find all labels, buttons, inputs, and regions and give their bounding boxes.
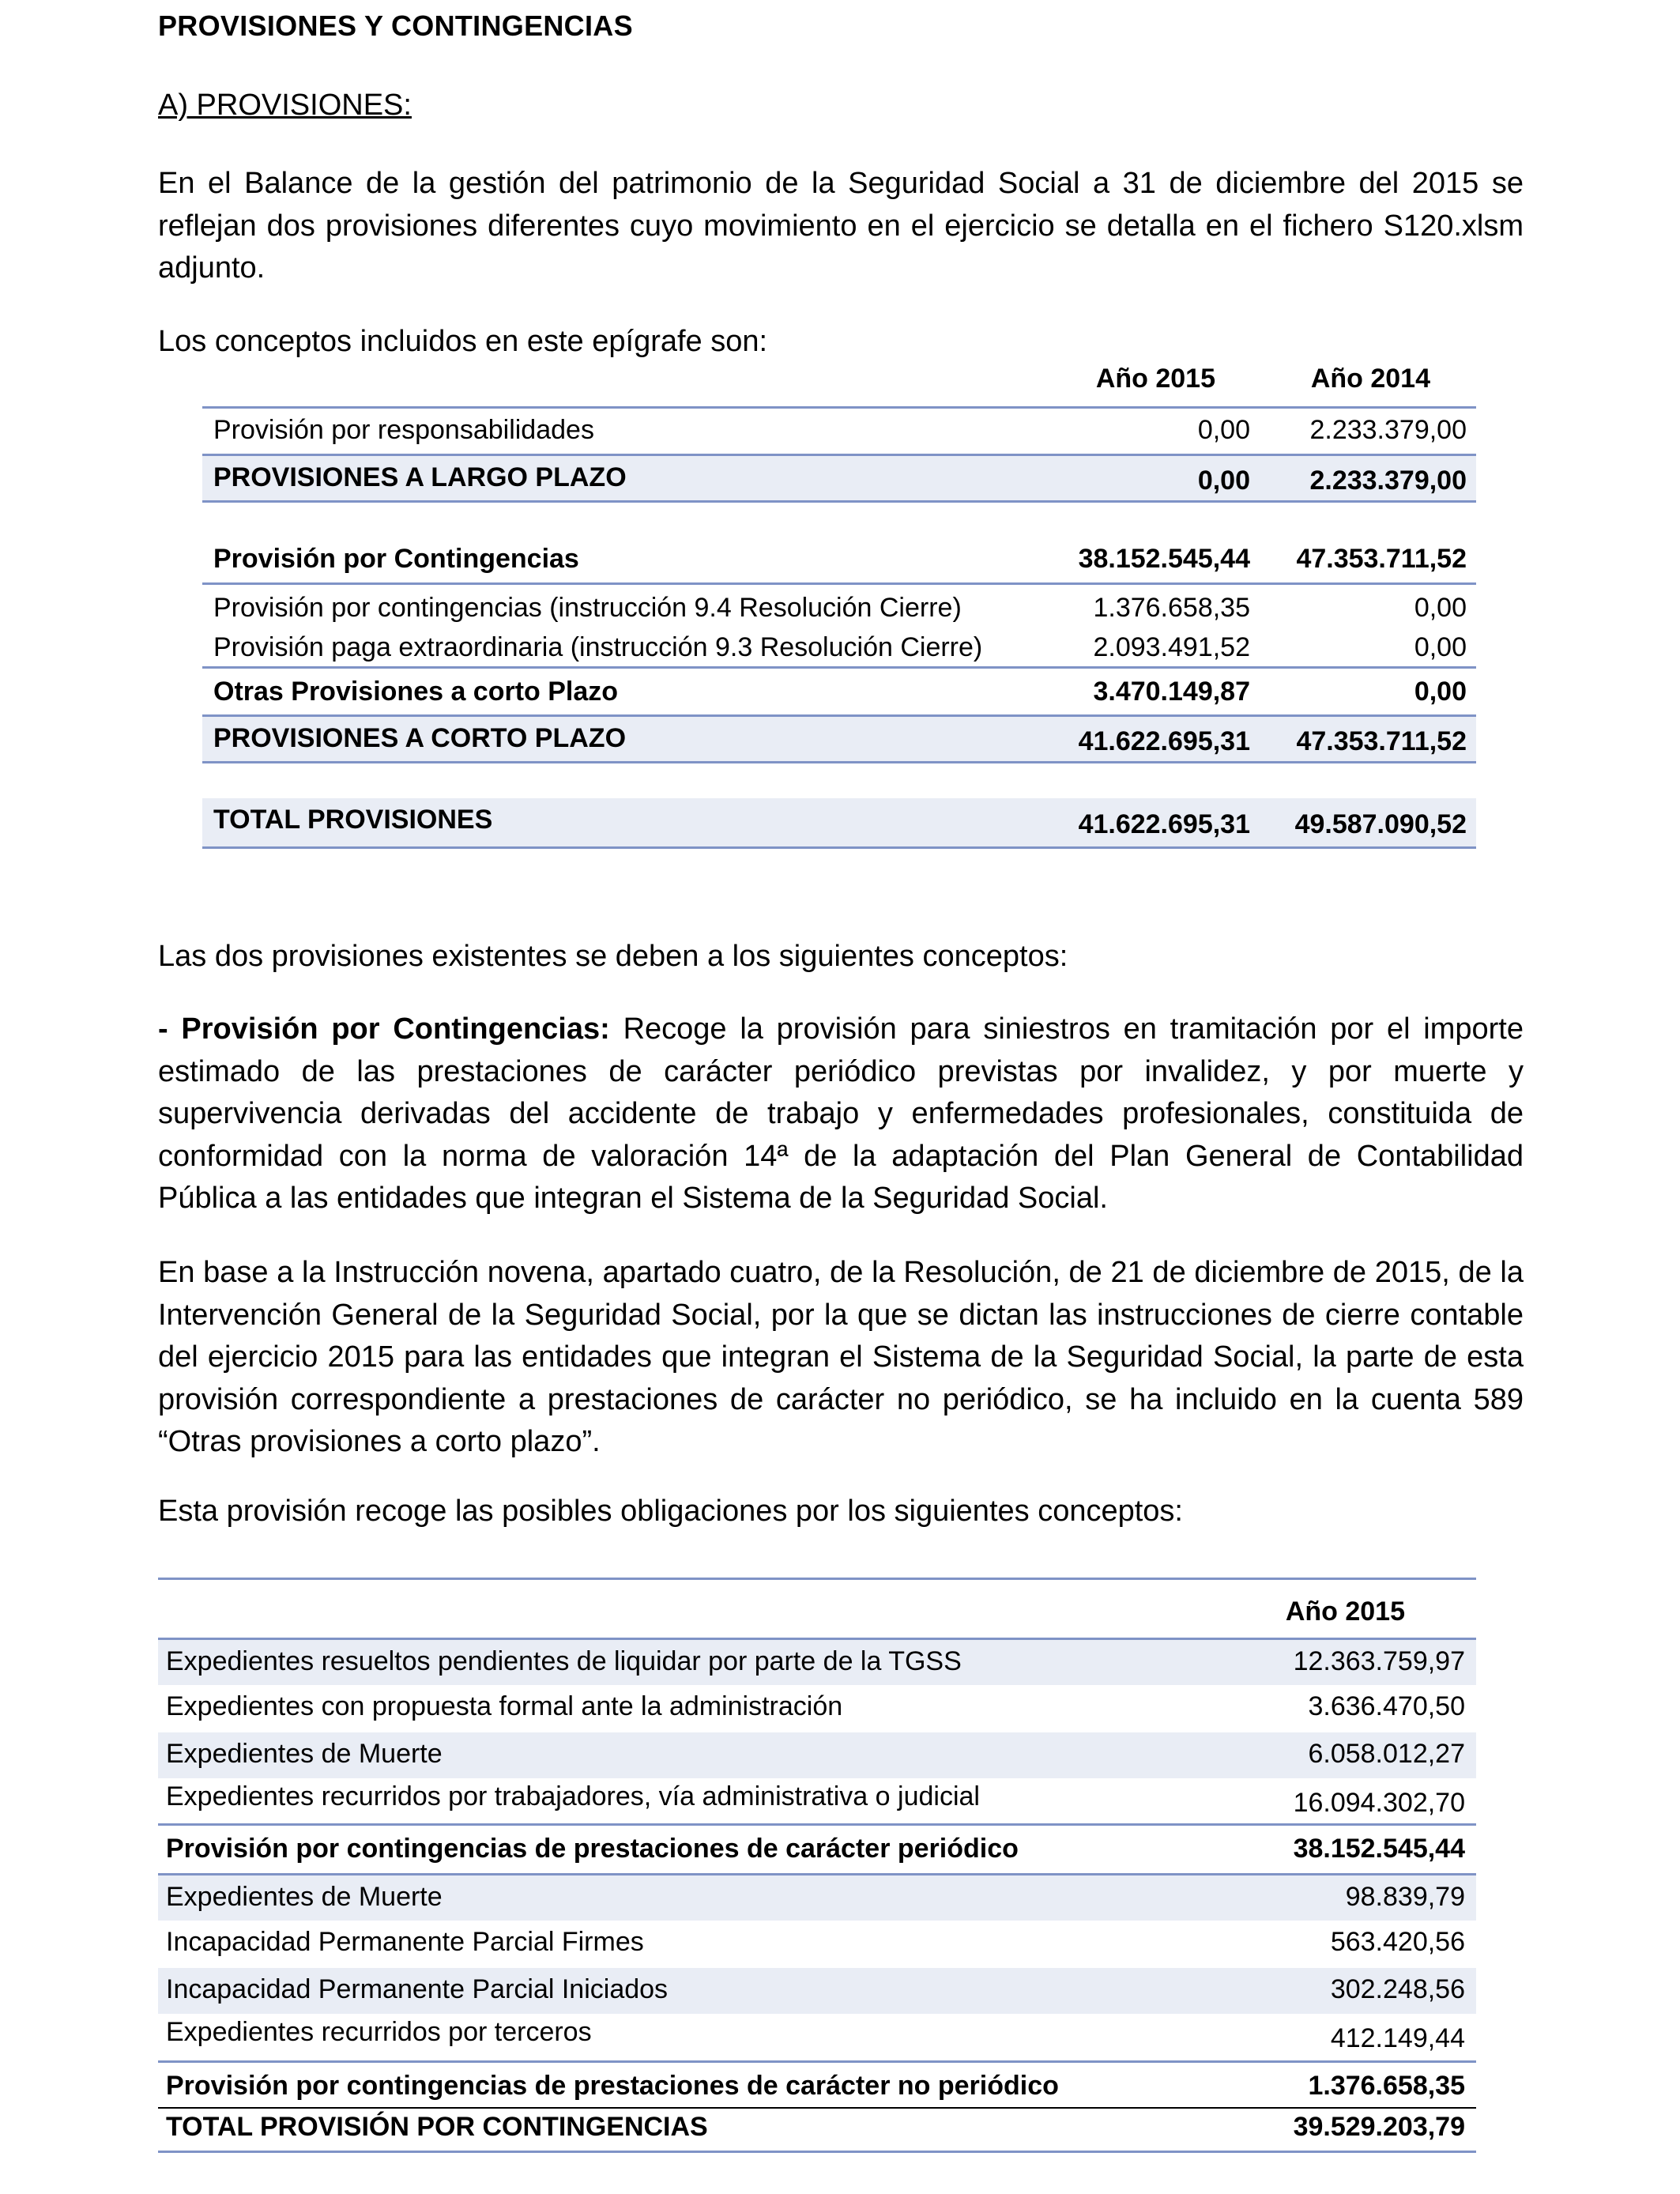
- table1-col-2014: Año 2014: [1310, 364, 1430, 394]
- row-value: 12.363.759,97: [1293, 1646, 1465, 1676]
- contingencias-text: Recoge la provisión para siniestros en tramitación por el importe estimado de las prestaciones de carácter periódico previstas por invalidez, y por muerte y supervivencia derivadas del accidente de trabajo y enfermedades profesionales, constituida de conformidad con la norma de valoración 14ª de la adaptación del Plan General de Contabilidad Pública a las entidades que integran el Sistema de la Seguridad Social.: [158, 1012, 1524, 1215]
- table-row: [158, 2064, 1476, 2109]
- row-label: PROVISIONES A CORTO PLAZO: [213, 723, 627, 753]
- row-value: 16.094.302,70: [1293, 1788, 1465, 1818]
- row-value: 563.420,56: [1330, 1927, 1465, 1957]
- row-label: TOTAL PROVISIONES: [213, 805, 493, 835]
- contingencias-paragraph: [158, 1008, 1524, 1220]
- table2-col-2015: Año 2015: [1285, 1596, 1405, 1627]
- contingencias-title: - Provisión por Contingencias:: [158, 1012, 610, 1046]
- value-2015: 3.470.149,87: [1093, 677, 1250, 707]
- section-heading: A) PROVISIONES:: [158, 89, 412, 122]
- row-label: Incapacidad Permanente Parcial Firmes: [166, 1927, 644, 1957]
- page-title: PROVISIONES Y CONTINGENCIAS: [158, 9, 633, 42]
- value-2014: 2.233.379,00: [1309, 415, 1467, 445]
- value-2015: 38.152.545,44: [1078, 544, 1250, 574]
- table-row: [158, 1685, 1476, 1732]
- table-row: [202, 537, 1476, 585]
- value-2014: 0,00: [1414, 632, 1467, 662]
- row-label: Provisión por contingencias de prestaciones de carácter periódico: [166, 1834, 1019, 1864]
- row-label: Provisión paga extraordinaria (instrucción 9.3 Resolución Cierre): [213, 632, 983, 662]
- row-label: Provisión por Contingencias: [213, 544, 579, 574]
- value-2015: 41.622.695,31: [1078, 726, 1250, 756]
- row-label: Expedientes de Muerte: [166, 1882, 443, 1912]
- table-row: [158, 1827, 1476, 1873]
- table-row: [202, 406, 1476, 455]
- instruccion-paragraph: En base a la Instrucción novena, apartado cuatro, de la Resolución, de 21 de diciembre de 2015, de la Intervención General de la Seguridad Social, por la que se dictan las instrucciones de cierre contable del ejercicio 2015 para las entidades que integran el Sistema de la Seguridad Social, la parte de esta provisión correspondiente a prestaciones de carácter no periódico, se ha incluido en la cuenta 589 “Otras provisiones a corto plazo”.: [158, 1256, 1524, 1458]
- value-2014: 47.353.711,52: [1296, 726, 1467, 756]
- table-row: [202, 586, 1476, 626]
- row-value: 3.636.470,50: [1308, 1691, 1465, 1721]
- row-value: 38.152.545,44: [1293, 1834, 1465, 1864]
- table-row: [158, 2014, 1476, 2063]
- two-provisions-intro: Las dos provisiones existentes se deben a los siguientes conceptos:: [158, 940, 1068, 973]
- table-row: [202, 670, 1476, 714]
- concepts-intro: Los conceptos incluidos en este epígrafe son:: [158, 325, 768, 358]
- value-2015: 0,00: [1197, 466, 1250, 496]
- table-row: [202, 714, 1476, 763]
- table-row: [158, 1778, 1476, 1826]
- table-row: [158, 1921, 1476, 1968]
- row-label: Expedientes resueltos pendientes de liquidar por parte de la TGSS: [166, 1646, 962, 1676]
- value-2015: 41.622.695,31: [1078, 809, 1250, 839]
- row-label: PROVISIONES A LARGO PLAZO: [213, 462, 627, 492]
- value-2014: 2.233.379,00: [1309, 466, 1467, 496]
- row-value: 302.248,56: [1330, 1974, 1465, 2004]
- table1-header: [202, 364, 1476, 401]
- row-label: Expedientes de Muerte: [166, 1739, 443, 1769]
- table-row: [202, 626, 1476, 669]
- table-row: [158, 1873, 1476, 1921]
- table2-top-rule: [158, 1578, 1476, 1580]
- table-row: [158, 1638, 1476, 1685]
- row-value: 98.839,79: [1345, 1882, 1465, 1912]
- table1-col-2015: Año 2015: [1095, 364, 1215, 394]
- row-value: 39.529.203,79: [1293, 2112, 1465, 2142]
- value-2014: 49.587.090,52: [1294, 809, 1467, 839]
- table-row: [158, 1968, 1476, 2014]
- value-2014: 0,00: [1414, 677, 1467, 707]
- row-value: 6.058.012,27: [1308, 1739, 1465, 1769]
- row-label: Provisión por contingencias de prestaciones de carácter no periódico: [166, 2071, 1059, 2101]
- row-label: Provisión por contingencias (instrucción 9.4 Resolución Cierre): [213, 593, 962, 623]
- table-row: [202, 798, 1476, 849]
- row-label: Provisión por responsabilidades: [213, 415, 594, 445]
- table-row: [158, 2109, 1476, 2153]
- obligaciones-intro: Esta provisión recoge las posibles obligaciones por los siguientes conceptos:: [158, 1495, 1183, 1528]
- table-row: [202, 454, 1476, 503]
- intro-paragraph: En el Balance de la gestión del patrimonio de la Seguridad Social a 31 de diciembre del 2015 se reflejan dos provisiones diferentes cuyo movimiento en el ejercicio se detalla en el fichero S120.xlsm adjunto.: [158, 167, 1524, 285]
- row-label: TOTAL PROVISIÓN POR CONTINGENCIAS: [166, 2112, 708, 2142]
- row-label: Expedientes recurridos por terceros: [166, 2017, 592, 2047]
- value-2014: 0,00: [1414, 593, 1467, 623]
- row-label: Incapacidad Permanente Parcial Iniciados: [166, 1974, 669, 2004]
- table2-header: [158, 1582, 1476, 1638]
- row-label: Otras Provisiones a corto Plazo: [213, 677, 619, 707]
- row-value: 412.149,44: [1330, 2023, 1465, 2053]
- row-label: Expedientes con propuesta formal ante la administración: [166, 1691, 843, 1721]
- value-2015: 2.093.491,52: [1093, 632, 1250, 662]
- value-2015: 1.376.658,35: [1093, 593, 1250, 623]
- value-2015: 0,00: [1197, 415, 1250, 445]
- table-row: [158, 1732, 1476, 1778]
- row-label: Expedientes recurridos por trabajadores, vía administrativa o judicial: [166, 1781, 980, 1811]
- value-2014: 47.353.711,52: [1296, 544, 1467, 574]
- row-value: 1.376.658,35: [1308, 2071, 1465, 2101]
